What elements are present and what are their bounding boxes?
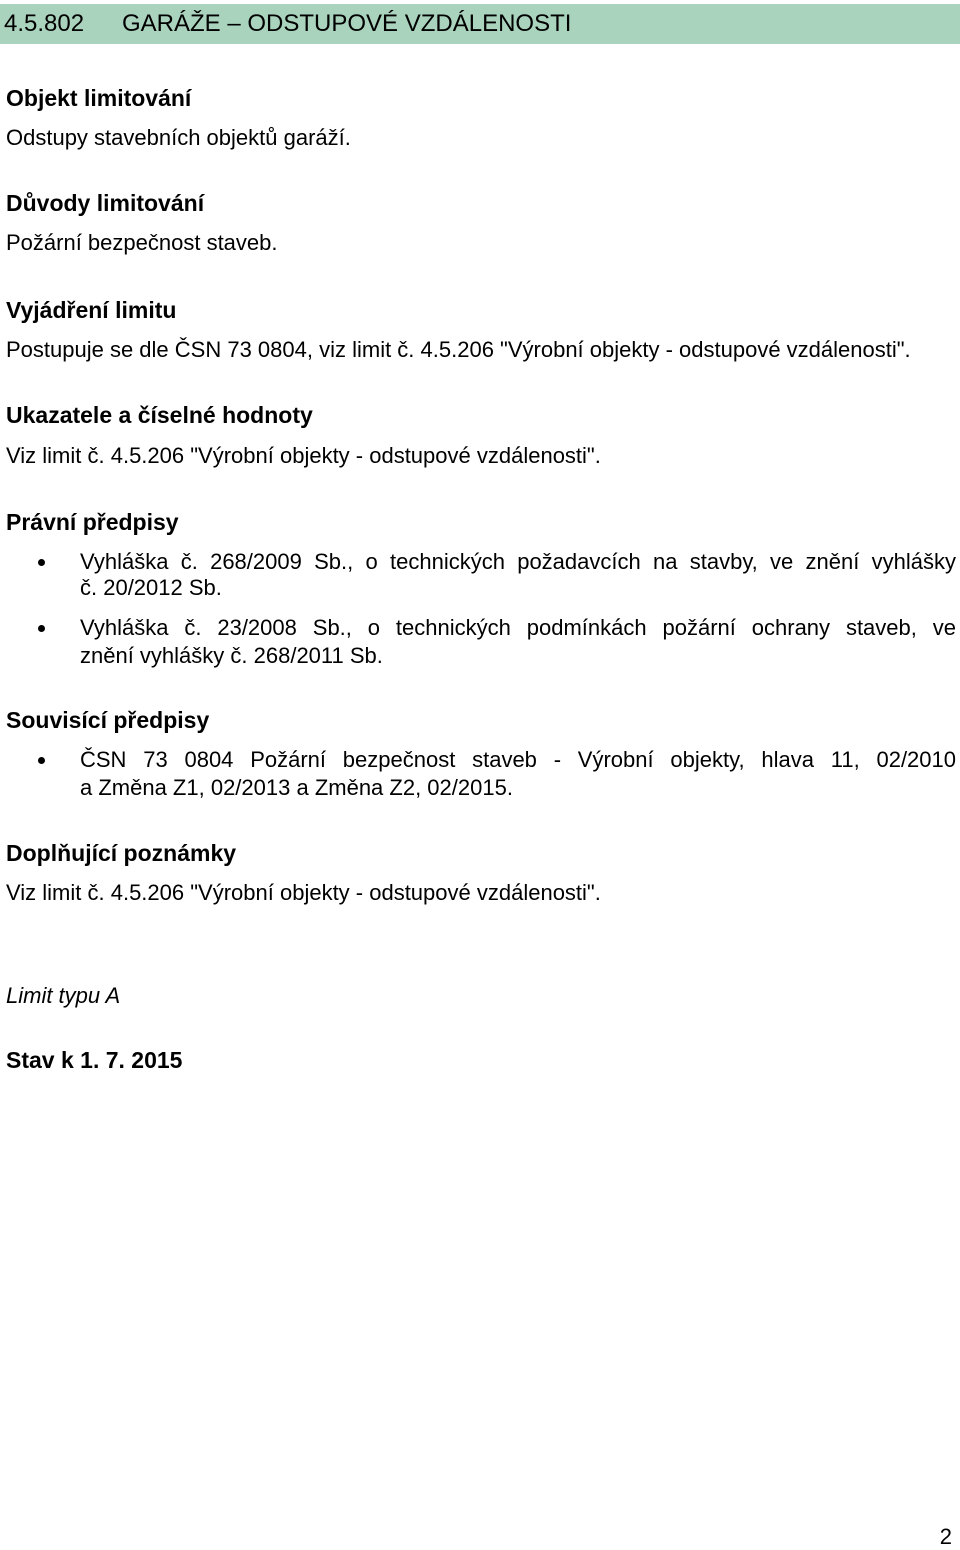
- heading-vyjadreni-limitu: Vyjádření limitu: [6, 297, 177, 323]
- list-item-line: Vyhláška č. 23/2008 Sb., o technických podmínkách požární ochrany staveb, ve: [80, 615, 956, 640]
- limit-number: 4.5.802: [4, 10, 85, 37]
- text-vyjadreni-limitu: Postupuje se dle ČSN 73 0804, viz limit č. 4.5.206 "Výrobní objekty - odstupové vzdálenosti".: [6, 337, 911, 362]
- text-doplnujici-poznamky: Viz limit č. 4.5.206 "Výrobní objekty - odstupové vzdálenosti".: [6, 880, 601, 905]
- text-objekt-limitovani: Odstupy stavebních objektů garáží.: [6, 125, 351, 150]
- heading-ukazatele: Ukazatele a číselné hodnoty: [6, 402, 313, 428]
- text-ukazatele: Viz limit č. 4.5.206 "Výrobní objekty - odstupové vzdálenosti".: [6, 443, 601, 468]
- limit-title: GARÁŽE – ODSTUPOVÉ VZDÁLENOSTI: [122, 10, 572, 37]
- heading-souvisici-predpisy: Souvisící předpisy: [6, 707, 210, 733]
- heading-doplnujici-poznamky: Doplňující poznámky: [6, 840, 237, 866]
- heading-duvody-limitovani: Důvody limitování: [6, 190, 205, 216]
- list-item-line: znění vyhlášky č. 268/2011 Sb.: [80, 643, 383, 668]
- list-item-line: Vyhláška č. 268/2009 Sb., o technických požadavcích na stavby, ve znění vyhlášky: [80, 549, 956, 574]
- bullet-icon: [38, 559, 45, 566]
- page-number: 2: [939, 1524, 952, 1549]
- bullet-icon: [38, 625, 45, 632]
- list-item-line: a Změna Z1, 02/2013 a Změna Z2, 02/2015.: [80, 775, 513, 800]
- document-title-bar: [0, 4, 960, 44]
- limit-type: Limit typu A: [6, 983, 121, 1008]
- list-item-line: ČSN 73 0804 Požární bezpečnost staveb - Výrobní objekty, hlava 11, 02/2010: [80, 747, 956, 772]
- status-date: Stav k 1. 7. 2015: [6, 1047, 183, 1073]
- heading-pravni-predpisy: Právní předpisy: [6, 509, 179, 535]
- bullet-icon: [38, 757, 45, 764]
- text-duvody-limitovani: Požární bezpečnost staveb.: [6, 230, 278, 255]
- list-item-line: č. 20/2012 Sb.: [80, 575, 222, 600]
- heading-objekt-limitovani: Objekt limitování: [6, 85, 192, 111]
